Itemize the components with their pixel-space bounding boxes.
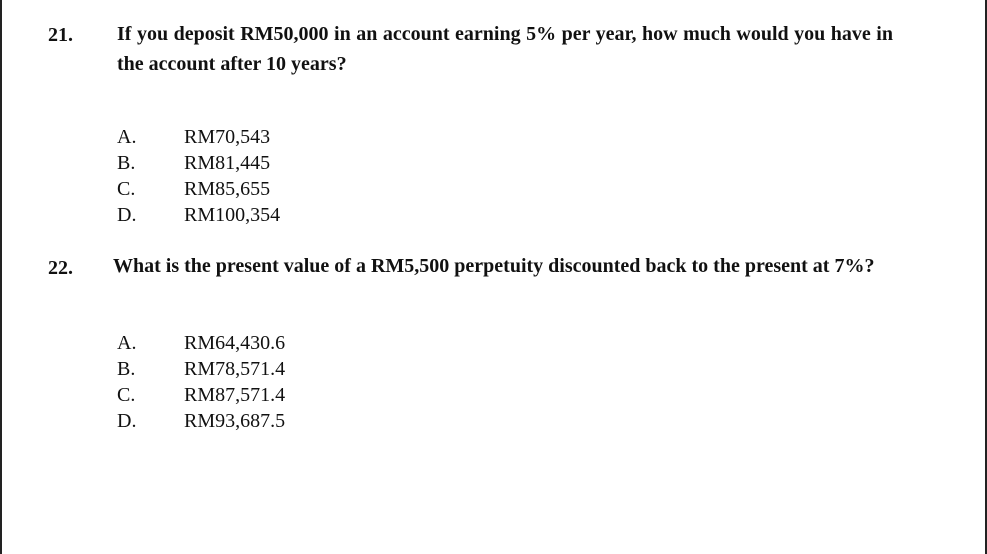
option-letter: A. — [117, 332, 137, 354]
option-b — [117, 356, 417, 382]
option-a — [117, 330, 417, 356]
option-c — [117, 176, 417, 202]
option-c — [117, 382, 417, 408]
option-letter: C. — [117, 384, 136, 406]
option-letter: B. — [117, 358, 136, 380]
option-text: RM87,571.4 — [184, 384, 286, 406]
option-b — [117, 150, 417, 176]
option-d — [117, 408, 417, 434]
option-text: RM93,687.5 — [184, 410, 286, 432]
option-text: RM85,655 — [184, 178, 271, 200]
option-text: RM100,354 — [184, 204, 281, 226]
question-text: What is the present value of a RM5,500 perpetuity discounted back to the present at 7%? — [113, 255, 875, 277]
question-text: If you deposit RM50,000 in an account earning 5% per year, how much would you have in the account after 10 years? — [117, 23, 893, 75]
question-number: 22. — [48, 257, 73, 279]
option-letter: B. — [117, 152, 136, 174]
option-text: RM78,571.4 — [184, 358, 286, 380]
option-letter: C. — [117, 178, 136, 200]
option-letter: D. — [117, 204, 137, 226]
option-letter: A. — [117, 126, 137, 148]
question-number: 21. — [48, 24, 73, 46]
option-text: RM64,430.6 — [184, 332, 286, 354]
option-text: RM81,445 — [184, 152, 271, 174]
option-letter: D. — [117, 410, 137, 432]
option-a — [117, 124, 417, 150]
answer-options — [117, 124, 417, 228]
answer-options — [117, 330, 417, 434]
option-d — [117, 202, 417, 228]
option-text: RM70,543 — [184, 126, 271, 148]
